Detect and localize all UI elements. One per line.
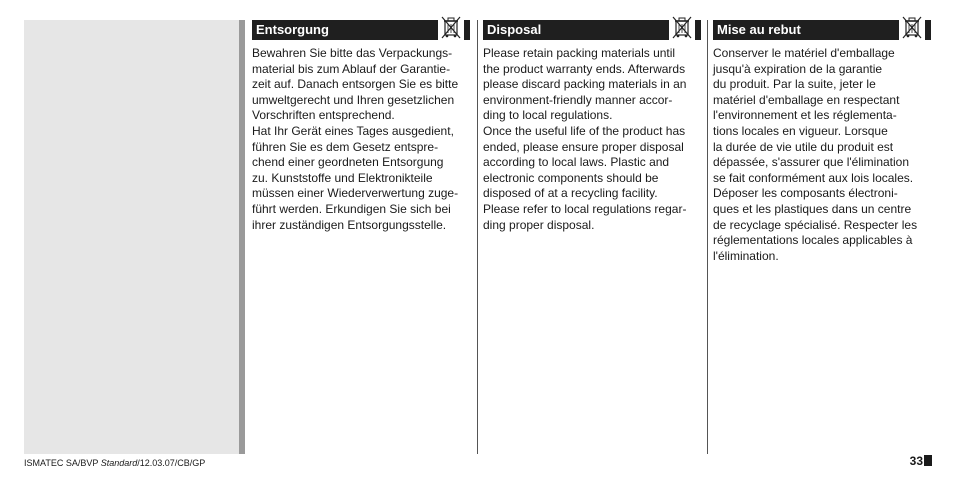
footer-suffix: /12.03.07/CB/GP — [137, 458, 206, 468]
text-line: führt werden. Erkundigen Sie sich bei — [252, 201, 451, 216]
text-line: Bewahren Sie bitte das Verpackungs- — [252, 46, 453, 60]
text-line: chend einer geordneten Entsorgung — [252, 155, 444, 170]
text-line: Hat Ihr Gerät eines Tages ausgedient, — [252, 123, 454, 138]
text-line: please discard packing materials in an — [483, 77, 687, 92]
text-line: Conserver le matériel d'emballage — [713, 46, 895, 60]
text-line: Déposer les composants électroni- — [713, 186, 898, 201]
text-line: environment-friendly manner accor- — [483, 92, 673, 107]
text-line: ding to local regulations. — [483, 108, 613, 123]
text-line: zu. Kunststoffe und Elektronikteile — [252, 170, 433, 185]
column-body — [483, 46, 701, 233]
text-line: disposed of at a recycling facility. — [483, 186, 658, 201]
text-line: ques et les plastiques dans un centre — [713, 201, 912, 216]
column-divider — [707, 20, 708, 454]
column-header — [483, 20, 701, 40]
text-line: l'élimination. — [713, 248, 779, 263]
text-line: Please retain packing materials until — [483, 46, 676, 60]
text-line: l'environnement et les réglementa- — [713, 108, 897, 123]
column-french — [713, 20, 931, 264]
column-divider — [477, 20, 478, 454]
text-line: matériel d'emballage en respectant — [713, 92, 900, 107]
crossed-out-bin-icon — [438, 14, 464, 40]
text-line: führen Sie es dem Gesetz entspre- — [252, 139, 439, 154]
column-heading: Disposal — [487, 22, 542, 37]
text-line: dépassée, s'assurer que l'élimination — [713, 155, 910, 170]
text-line: du produit. Par la suite, jeter le — [713, 77, 876, 92]
column-heading: Mise au rebut — [717, 22, 801, 37]
side-stripe — [239, 20, 245, 454]
column-header — [252, 20, 470, 40]
page-marker — [924, 455, 932, 466]
column-english — [483, 20, 701, 233]
text-line: ding proper disposal. — [483, 217, 595, 232]
text-line: tions locales en vigueur. Lorsque — [713, 123, 888, 138]
text-line: de recyclage spécialisé. Respecter les — [713, 217, 918, 232]
text-line: according to local laws. Plastic and — [483, 155, 670, 170]
text-line: zeit auf. Danach entsorgen Sie es bitte — [252, 77, 459, 92]
column-body — [713, 46, 931, 264]
column-header — [713, 20, 931, 40]
page-number — [910, 454, 932, 468]
text-line: jusqu'à expiration de la garantie — [713, 61, 883, 76]
text-line: ihrer zuständigen Entsorgungsstelle. — [252, 217, 447, 232]
side-panel — [24, 20, 239, 454]
footer-prefix: ISMATEC SA/BVP — [24, 458, 101, 468]
text-line: réglementations locales applicables à — [713, 233, 913, 248]
crossed-out-bin-icon — [669, 14, 695, 40]
text-line: Please refer to local regulations regar- — [483, 201, 687, 216]
text-line: umweltgerecht und Ihren gesetzlichen — [252, 92, 455, 107]
column-heading: Entsorgung — [256, 22, 329, 37]
text-line: material bis zum Ablauf der Garantie- — [252, 61, 451, 76]
footer-italic: Standard — [100, 458, 138, 468]
text-line: Once the useful life of the product has — [483, 123, 686, 138]
text-line: müssen einer Wiederverwertung zuge- — [252, 186, 459, 201]
page-number-text: 33 — [909, 454, 923, 468]
column-german — [252, 20, 470, 233]
crossed-out-bin-icon — [899, 14, 925, 40]
text-line: Vorschriften entsprechend. — [252, 108, 395, 123]
text-line: la durée de vie utile du produit est — [713, 139, 894, 154]
text-line: ended, please ensure proper disposal — [483, 139, 684, 154]
text-line: the product warranty ends. Afterwards — [483, 61, 686, 76]
text-line: se fait conformément aux lois locales. — [713, 170, 914, 185]
footer-reference — [24, 458, 205, 468]
text-line: electronic components should be — [483, 170, 659, 185]
column-body — [252, 46, 470, 233]
